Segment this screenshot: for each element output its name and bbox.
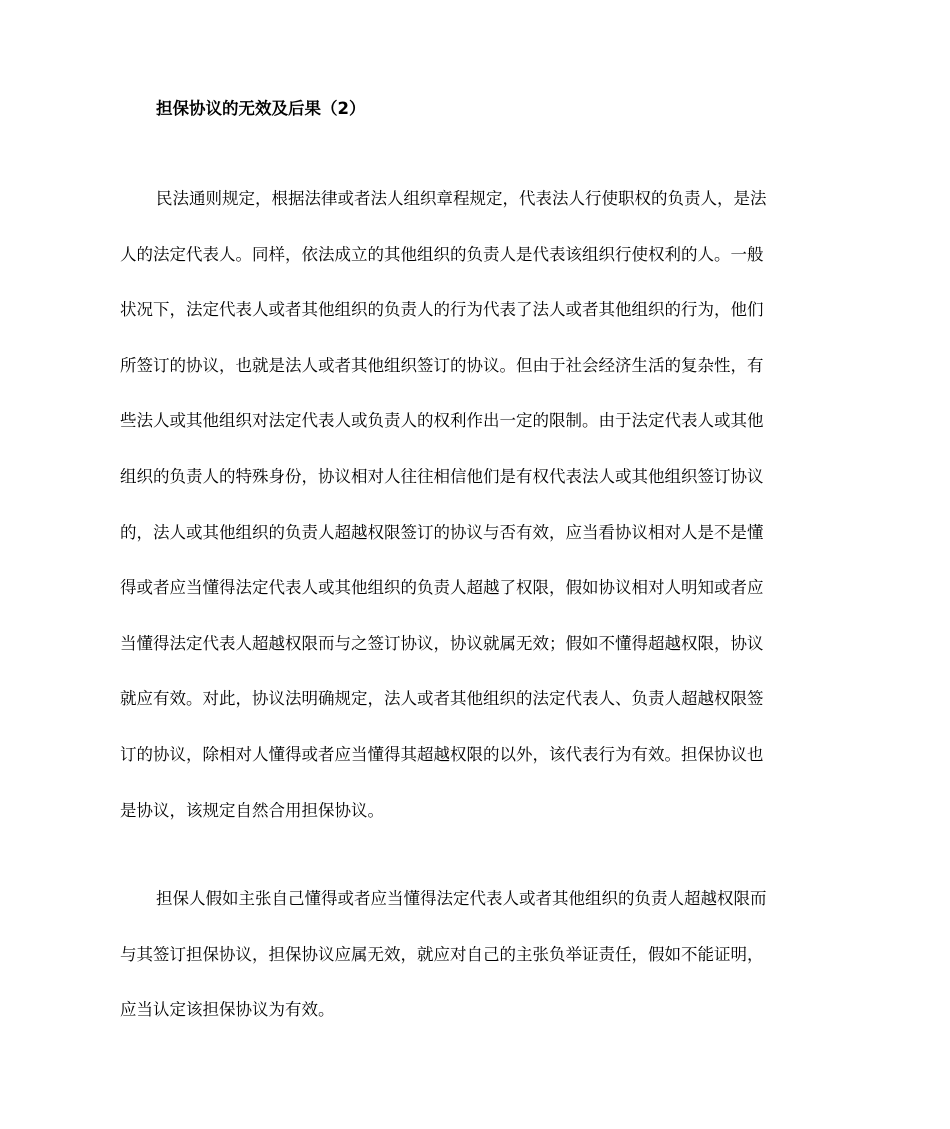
paragraph-line: 人的法定代表人。同样，依法成立的其他组织的负责人是代表该组织行使权利的人。一般 (120, 244, 764, 264)
paragraph-line: 得或者应当懂得法定代表人或其他组织的负责人超越了权限，假如协议相对人明知或者应 (120, 578, 764, 598)
paragraph-line: 与其签订担保协议，担保协议应属无效，就应对自己的主张负举证责任，假如不能证明， (120, 944, 764, 964)
paragraph-line: 组织的负责人的特殊身份，协议相对人往往相信他们是有权代表法人或其他组织签订协议 (120, 466, 764, 486)
paragraph-line: 是协议，该规定自然合用担保协议。 (120, 800, 384, 820)
paragraph-line: 的，法人或其他组织的负责人超越权限签订的协议与否有效，应当看协议相对人是不是懂 (120, 522, 764, 542)
paragraph-line: 当懂得法定代表人超越权限而与之签订协议，协议就属无效；假如不懂得超越权限，协议 (120, 633, 764, 653)
paragraph-line: 订的协议，除相对人懂得或者应当懂得其超越权限的以外，该代表行为有效。担保协议也 (120, 744, 764, 764)
paragraph-2 (120, 887, 832, 1054)
paragraph-line: 民法通则规定，根据法律或者法人组织章程规定，代表法人行使职权的负责人，是法 (156, 189, 767, 208)
paragraph-line: 些法人或其他组织对法定代表人或负责人的权利作出一定的限制。由于法定代表人或其他 (120, 411, 764, 431)
paragraph-line: 状况下，法定代表人或者其他组织的负责人的行为代表了法人或者其他组织的行为，他们 (120, 300, 764, 320)
paragraph-line: 担保人假如主张自己懂得或者应当懂得法定代表人或者其他组织的负责人超越权限而 (156, 889, 767, 908)
document-title: 担保协议的无效及后果（2） (156, 99, 366, 118)
paragraph-line: 所签订的协议，也就是法人或者其他组织签订的协议。但由于社会经济生活的复杂性，有 (120, 355, 764, 375)
paragraph-1 (120, 187, 832, 854)
paragraph-line: 就应有效。对此，协议法明确规定，法人或者其他组织的法定代表人、负责人超越权限签 (120, 689, 764, 709)
paragraph-line: 应当认定该担保协议为有效。 (120, 1000, 335, 1020)
